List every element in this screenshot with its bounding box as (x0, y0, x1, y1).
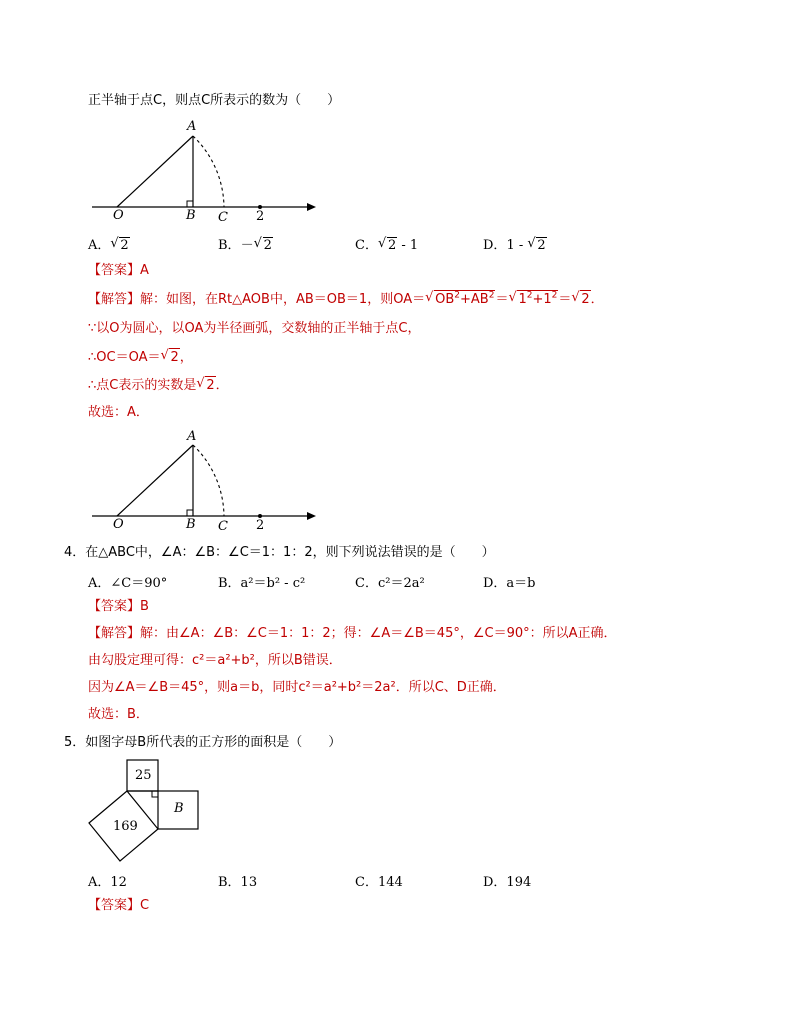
q4-option-d: D．a＝b (483, 576, 536, 591)
label-O: O (113, 208, 124, 223)
label-C-2: C (218, 519, 228, 534)
q3-option-b: B．－√ 2 (218, 234, 273, 253)
q5-option-b: B．13 (218, 875, 258, 890)
q4-analysis-line3: 因为∠A＝∠B＝45°，则a＝b，同时c²＝a²+b²＝2a²．所以C、D正确． (88, 680, 506, 695)
q4-option-c: C．c²＝2a² (355, 576, 425, 591)
q4-option-a: A．∠C＝90° (88, 576, 168, 591)
label-A: A (187, 119, 197, 134)
label-169: 169 (113, 819, 138, 834)
q3-answer: 【答案】A (88, 263, 149, 278)
q5-stem: 5．如图字母B所代表的正方形的面积是（ ） (64, 735, 342, 750)
label-2-2: 2 (256, 518, 265, 533)
q3-analysis-line1: 【解答】解：如图，在Rt△AOB中，AB＝OB＝1，则OA＝√ $OB^2+AB^2=√$ $1^2+1^2=√$ 2． (88, 290, 604, 309)
q5-option-c: C．144 (355, 875, 403, 890)
q3-option-c: C．√ 2 - 1 (355, 234, 418, 253)
q4-analysis-line1: 【解答】解：由∠A：∠B：∠C＝1：1：2；得：∠A＝∠B＝45°，∠C＝90°：所以A正确． (88, 626, 617, 641)
label-B-square: B (174, 801, 184, 816)
q4-option-b: B．a²＝b² - c² (218, 576, 306, 591)
label-O-2: O (113, 517, 124, 532)
right-angle-mark-3 (152, 791, 158, 797)
q3-stem: 正半轴于点C，则点C所表示的数为（ ） (88, 93, 341, 108)
label-25: 25 (135, 768, 152, 783)
q4-conclusion: 故选：B． (88, 707, 149, 722)
q3-option-a: A．√ 2 (88, 234, 130, 253)
q4-stem: 4．在△ABC中，∠A：∠B：∠C＝1：1：2，则下列说法错误的是（ ） (64, 545, 495, 560)
q3-option-d: D．1 - √ 2 (483, 234, 547, 253)
q5-answer: 【答案】C (88, 898, 150, 913)
q4-analysis-line2: 由勾股定理可得：c²＝a²+b²，所以B错误． (88, 653, 342, 668)
q3-conclusion: 故选：A． (88, 405, 149, 420)
q5-option-a: A．12 (88, 875, 127, 890)
label-B-2: B (186, 517, 196, 532)
q4-answer: 【答案】B (88, 599, 149, 614)
q3-analysis-line2: ∵以O为圆心，以OA为半径画弧，交数轴的正半轴于点C， (88, 321, 421, 336)
label-B: B (186, 208, 196, 223)
q5-option-d: D．194 (483, 875, 532, 890)
q3-analysis-line3: ∴OC＝OA＝√ 2， (88, 348, 193, 367)
label-C: C (218, 210, 228, 225)
label-2: 2 (256, 209, 265, 224)
q3-analysis-line4: ∴点C表示的实数是√ 2． (88, 376, 229, 395)
label-A-2: A (187, 429, 197, 444)
